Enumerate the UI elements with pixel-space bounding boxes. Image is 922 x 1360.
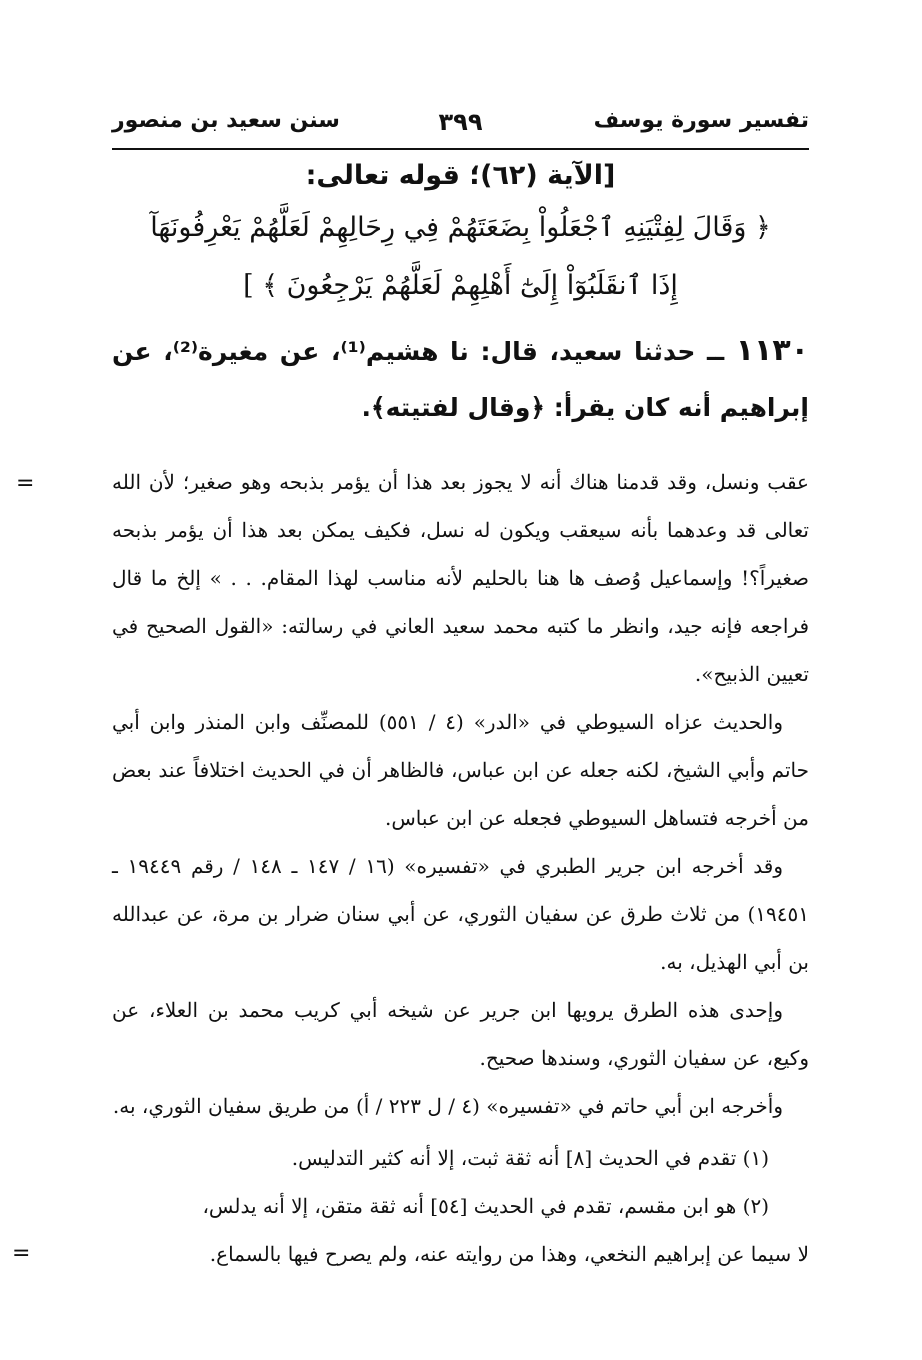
hadith-text [112, 323, 809, 436]
note-paragraph-3: وقد أخرجه ابن جرير الطبري في «تفسيره» (١٦ / ١٤٧ ـ ١٤٨ / رقم ١٩٤٤٩ ـ ١٩٤٥١) من ثلاث طرق عن سفيان الثوري، عن أبي سنان ضرار بن مرة، عن عبدالله بن أبي الهذيل، به. [112, 854, 809, 974]
footnotes [12, 1134, 809, 1278]
page-number: ٣٩٩ [438, 108, 483, 136]
footnote-2: (٢) هو ابن مقسم، تقدم في الحديث [٥٤] أنه ثقة متقن، إلا أنه يدلس، [202, 1194, 769, 1218]
note-paragraph-2: والحديث عزاه السيوطي في «الدر» (٤ / ٥٥١) للمصنِّف وابن المنذر وابن أبي حاتم وأبي الشيخ، لكنه جعله عن ابن عباس، فالظاهر أن في الحديث اختلافاً عند بعض من أخرجه فتساهل السيوطي فجعله عن ابن عباس. [112, 710, 809, 830]
note-paragraph-1: عقب ونسل، وقد قدمنا هناك أنه لا يجوز بعد هذا أن يؤمر بذبحه وهو صغير؛ لأن الله تعالى قد وعدهما بأنه سيعقب ويكون له نسل، فكيف يمكن بعد هذا أن يؤمر بذبحه صغيراً؟! وإسماعيل وُصف ها هنا بالحليم لأنه مناسب لهذا المقام. . . » إلخ ما قال فراجعه فإنه جيد، وانظر ما كتبه محمد سعيد العاني في رسالته: «القول الصحيح في تعيين الذبيح». [112, 470, 809, 686]
header-rule [112, 148, 809, 150]
book-title: سنن سعيد بن منصور [112, 108, 340, 133]
note-paragraph-5: وأخرجه ابن أبي حاتم في «تفسيره» (٤ / ل ٢٢٣ / أ) من طريق سفيان الثوري، به. [112, 1094, 783, 1118]
verse-line-1: ﴿ وَقَالَ لِفِتْيَنِهِ ٱجْعَلُواْ بِضَعَتَهُمْ فِي رِحَالِهِمْ لَعَلَّهُمْ يَعْرِفُونَهَآ [150, 212, 771, 243]
quran-verse [112, 199, 809, 315]
verse-line-2: إِذَا ٱنقَلَبُوٓاْ إِلَىٰٓ أَهْلِهِمْ لَعَلَّهُمْ يَرْجِعُونَ ﴾ ] [243, 270, 678, 301]
continuation-marker-top: = [16, 471, 35, 496]
footnote-2-continuation [12, 1230, 809, 1278]
book-page [12, 100, 809, 1278]
running-header [112, 100, 809, 144]
continuation-marker-bottom: = [12, 1241, 31, 1266]
note-paragraph-4: وإحدى هذه الطرق يرويها ابن جرير عن شيخه أبي كريب محمد بن العلاء، عن وكيع، عن سفيان الثوري، وسندها صحيح. [112, 998, 809, 1070]
footnote-1: (١) تقدم في الحديث [٨] أنه ثقة ثبت، إلا أنه كثير التدليس. [291, 1146, 769, 1170]
verse-heading: [الآية (٦٢)؛ قوله تعالى: [305, 160, 616, 191]
commentary [12, 458, 809, 1278]
footnote-2-line-2: لا سيما عن إبراهيم النخعي، وهذا من روايته عنه، ولم يصرح فيها بالسماع. [209, 1242, 809, 1266]
hadith-number: ١١٣٠ [735, 333, 809, 368]
chapter-title: تفسير سورة يوسف [593, 108, 809, 133]
hadith-body: ــ حدثنا سعيد، قال: نا هشيم⁽¹⁾، عن مغيرة⁽²⁾، عن إبراهيم أنه كان يقرأ: ﴿وقال لفتيته﴾. [112, 337, 809, 422]
